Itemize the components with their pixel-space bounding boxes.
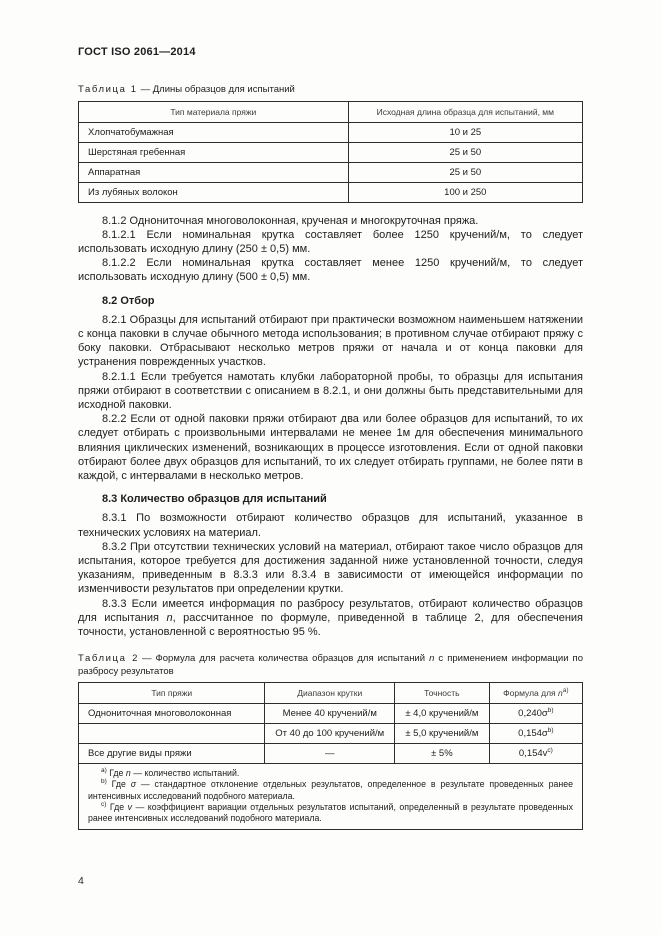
paragraph-8-1-2: 8.1.2 Однониточная многоволоконная, крученая и многокруточная пряжа. [102, 214, 479, 227]
table1-caption-label: Таблица 1 [78, 84, 138, 95]
table2-col-header-type: Тип пряжи [79, 683, 265, 704]
heading-8-3: 8.3 Количество образцов для испытаний [102, 493, 327, 506]
heading-8-2: 8.2 Отбор [102, 294, 155, 307]
table-row [79, 162, 583, 182]
italic-variable-n: n [429, 653, 435, 665]
table-row [79, 122, 583, 142]
table-cell: — [265, 744, 395, 764]
table2-caption [78, 653, 583, 678]
paragraph-8-2-1-1: 8.2.1.1 Если требуется намотать клубки лабораторной пробы, то образцы для испытания пряжи отбирают в соответствии с описанием в 8.2.1, и они должны быть представительными для исходной паковки. [78, 370, 583, 411]
footnote-ref-b: b) [547, 707, 554, 715]
footnote-ref-c: c) [547, 747, 553, 755]
formula-cell [489, 744, 582, 764]
table2-caption-label: Таблица 2 [78, 653, 139, 665]
paragraph-8-3-2: 8.3.2 При отсутствии технических условий на материал, отбирают такое число образцов для испытания, которое требуется для достижения заданной ниже установленной точности, следуя указаниям, приведенным в 8.3.3 или 8.3.4 в зависимости от имеющейся информации по изменчивости результатов при определении крутки. [78, 540, 583, 596]
header-text: Формула для [503, 688, 559, 699]
table1-header-row [79, 101, 583, 122]
table2-col-header-formula [489, 683, 582, 704]
paragraph-text: , рассчитанное по формуле, приведенной в таблице 2, для обеспечения точности, установленной с вероятностью 95 %. [78, 611, 583, 638]
italic-variable-n: n [558, 688, 563, 699]
italic-variable: σ [130, 779, 137, 790]
table-cell: 25 и 50 [348, 142, 582, 162]
table2-footnotes [79, 764, 583, 829]
footnote-text: — стандартное отклонение отдельных результатов, определенное в результате проведенных ранее интенсивных исследований подобного материала. [88, 779, 573, 801]
footnote-text: Где [106, 779, 131, 790]
italic-variable-n: n [166, 611, 173, 624]
footnote-marker: b) [101, 778, 107, 786]
formula-text: 0,240σ [518, 708, 548, 720]
page-number: 4 [78, 875, 84, 887]
table-row [79, 724, 583, 744]
footnote-text: — количество испытаний. [130, 768, 240, 779]
table2-footnotes-row [79, 764, 583, 829]
table2-col-header-accuracy: Точность [394, 683, 489, 704]
table-cell: Все другие виды пряжи [79, 744, 265, 764]
footnote-a [88, 768, 573, 779]
table2-caption-title: — Формула для расчета количества образцов для испытаний [141, 653, 430, 665]
table-cell: Шерстяная гребенная [79, 142, 349, 162]
table-cell: От 40 до 100 кручений/м [265, 724, 395, 744]
italic-variable: v [127, 802, 133, 813]
table-cell [79, 724, 265, 744]
table2-caption-title: с применением информации по разбросу результатов [78, 653, 583, 677]
formula-text: 0,154σ [518, 728, 548, 740]
footnote-text: Где [106, 768, 126, 779]
formula-cell [489, 724, 582, 744]
paragraph-8-3-3 [78, 597, 583, 640]
table-cell: 10 и 25 [348, 122, 582, 142]
footnote-c [88, 802, 573, 825]
table-row [79, 744, 583, 764]
table1-caption [78, 84, 583, 97]
table-row [79, 182, 583, 202]
table-cell: 100 и 250 [348, 182, 582, 202]
table-cell: Из лубяных волокон [79, 182, 349, 202]
table-cell: ± 5,0 кручений/м [394, 724, 489, 744]
paragraph-8-2-1: 8.2.1 Образцы для испытаний отбирают при практически возможном наименьшем натяжении с конца паковки в случае обычного метода использования; в противном случае отбирают пряжу с боку паковки. Отбрасывают несколько метров пряжи от начала и от конца паковки для устранения поврежденных участков. [78, 313, 583, 369]
footnote-text: — коэффициент вариации отдельных результатов испытаний, определенный в результате проведенных ранее интенсивных исследований подобного материала. [88, 802, 573, 824]
paragraph-8-2-2: 8.2.2 Если от одной паковки пряжи отбирают два или более образцов для испытаний, то их следует отбирать с произвольными интервалами не менее 1м для обеспечения минимального влияния циклических изменений, возникающих в процессе изготовления. Если от одной паковки отбирают более двух образцов для испытаний, то их следует отбирать группами, не более пяти в каждой, с интервалами в несколько метров. [78, 413, 583, 482]
paragraph-8-3-1: 8.3.1 По возможности отбирают количество образцов для испытаний, указанное в технических условиях на материал. [78, 512, 583, 539]
table2-header-row [79, 683, 583, 704]
italic-variable: n [125, 768, 131, 779]
table-cell: ± 5% [394, 744, 489, 764]
table-cell: ± 4,0 кручений/м [394, 704, 489, 724]
document-header: ГОСТ ISO 2061—2014 [78, 46, 196, 58]
paragraph-text: 8.3.3 Если имеется информация по разбросу результатов, отбирают количество образцов для испытания [78, 597, 583, 624]
formula-cell [489, 704, 582, 724]
table-cell: Аппаратная [79, 162, 349, 182]
table-row [79, 704, 583, 724]
table2 [78, 682, 583, 829]
formula-text: 0,154v [518, 748, 548, 760]
footnote-ref-a: a) [562, 687, 569, 695]
table1-col-header-length: Исходная длина образца для испытаний, мм [348, 101, 582, 122]
table-cell: Хлопчатобумажная [79, 122, 349, 142]
footnote-b [88, 779, 573, 802]
table1 [78, 101, 583, 203]
paragraph-8-1-2-1: 8.1.2.1 Если номинальная крутка составляет более 1250 кручений/м, то следует использовать исходную длину (250 ± 0,5) мм. [78, 228, 583, 255]
footnote-ref-b: b) [547, 727, 554, 735]
table-cell: 25 и 50 [348, 162, 582, 182]
table2-col-header-range: Диапазон крутки [265, 683, 395, 704]
table-cell: Менее 40 кручений/м [265, 704, 395, 724]
paragraph-8-1-2-2: 8.1.2.2 Если номинальная крутка составляет менее 1250 кручений/м, то следует использовать исходную длину (500 ± 0,5) мм. [78, 257, 583, 284]
footnote-marker: a) [101, 767, 107, 775]
table1-caption-title: — Длины образцов для испытаний [140, 84, 295, 95]
table-row [79, 142, 583, 162]
table1-col-header-material: Тип материала пряжи [79, 101, 349, 122]
footnote-marker: c) [101, 801, 107, 809]
table-cell: Однониточная многоволоконная [79, 704, 265, 724]
footnote-text: Где [106, 802, 128, 813]
